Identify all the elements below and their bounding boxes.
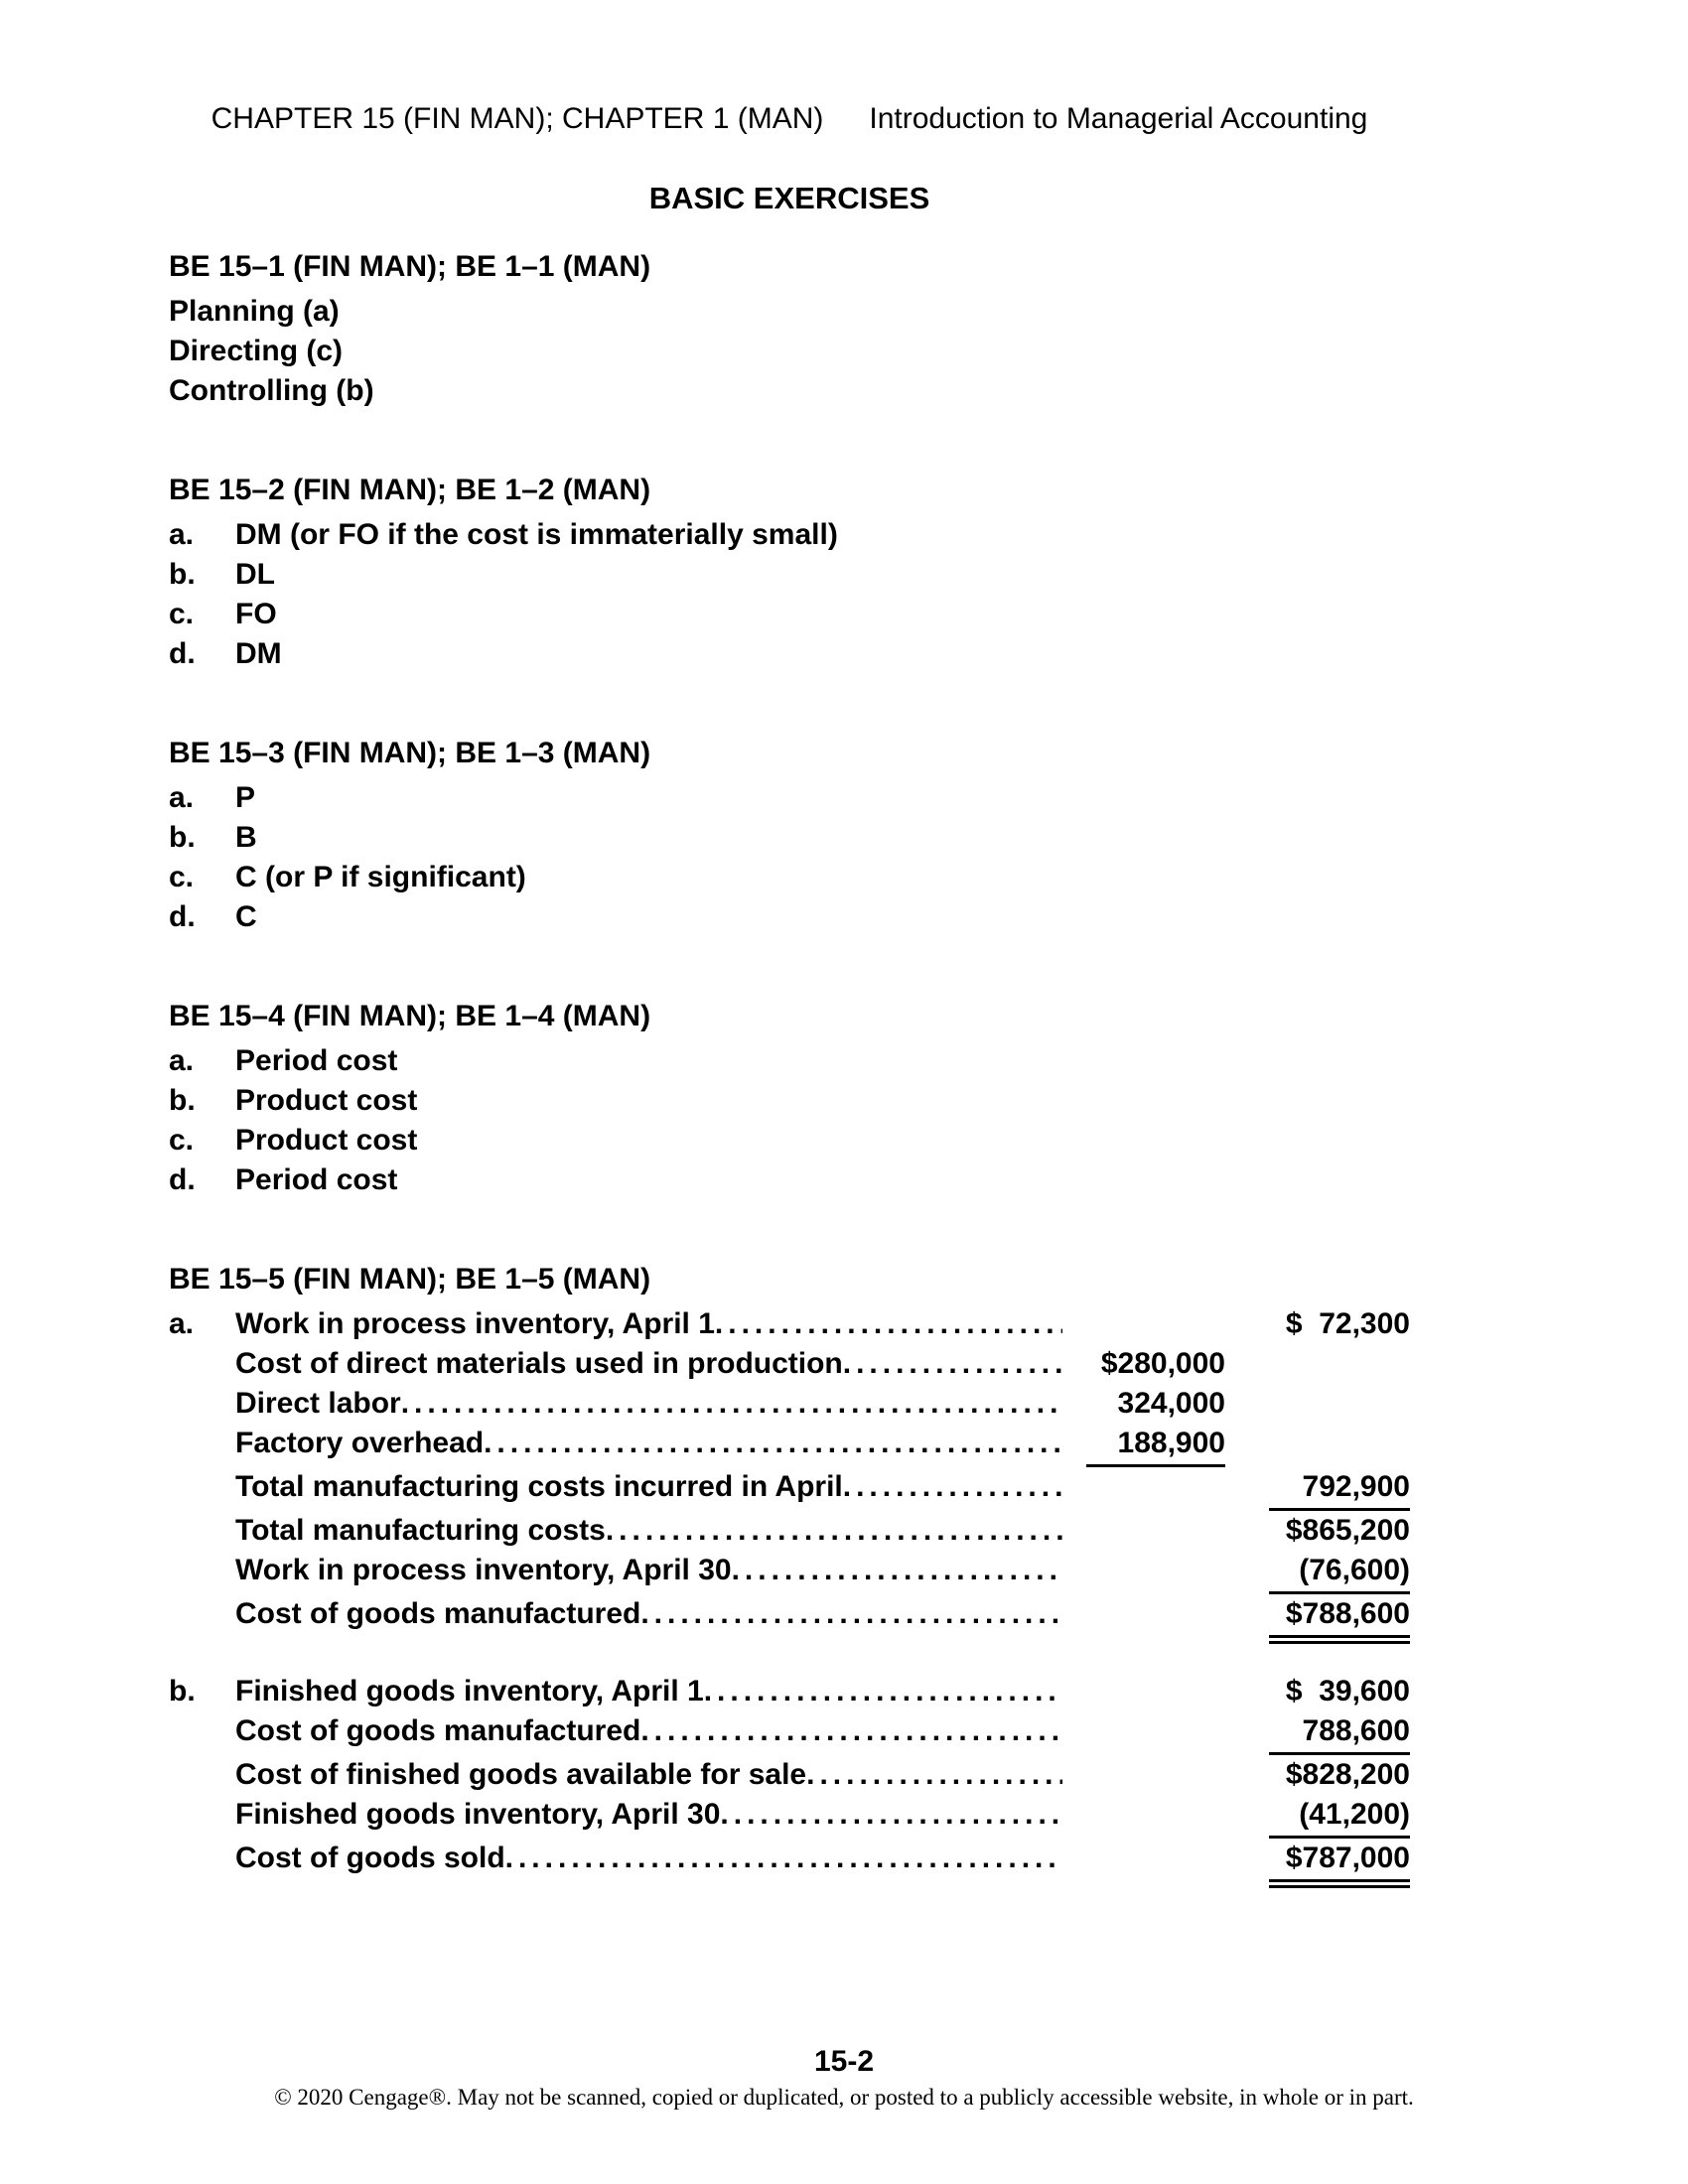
answer-item — [169, 555, 1410, 595]
amount-col2: $ 72,300 — [1285, 1307, 1410, 1340]
schedule-row-label: Cost of finished goods available for sale — [235, 1758, 807, 1791]
item-text: C (or P if significant) — [235, 861, 526, 893]
row-letter: b. — [169, 1675, 196, 1707]
amount-col1: $280,000 — [1100, 1347, 1225, 1380]
item-letter: d. — [169, 900, 196, 933]
amount-col2: $788,600 — [1269, 1594, 1410, 1644]
item-text: B — [235, 821, 257, 854]
schedule-row-label: Factory overhead — [235, 1427, 485, 1459]
page-header — [169, 97, 1410, 141]
schedule-row-label: Total manufacturing costs incurred in April — [235, 1470, 843, 1503]
amount-col2: $787,000 — [1269, 1839, 1410, 1888]
dot-leader — [505, 1839, 1062, 1878]
schedule-row — [169, 1839, 1410, 1888]
dot-leader — [640, 1594, 1062, 1634]
row-letter: a. — [169, 1307, 195, 1340]
answer-item — [169, 1160, 1410, 1200]
item-text: C — [235, 900, 257, 933]
dot-leader — [606, 1511, 1062, 1551]
dot-leader — [640, 1711, 1062, 1751]
item-letter: c. — [169, 598, 195, 630]
item-text: FO — [235, 598, 277, 630]
dot-leader — [720, 1795, 1062, 1835]
item-text: DL — [235, 558, 275, 591]
schedule-row — [169, 1795, 1410, 1839]
dot-leader — [704, 1672, 1062, 1711]
page-title: BASIC EXERCISES — [648, 181, 930, 215]
item-letter: a. — [169, 1044, 195, 1077]
dot-leader — [843, 1344, 1062, 1384]
schedule-row-label: Total manufacturing costs — [235, 1514, 606, 1547]
dot-leader — [715, 1304, 1062, 1344]
amount-col2: (76,600) — [1269, 1551, 1410, 1594]
item-letter: c. — [169, 1124, 195, 1157]
schedule-row-label: Work in process inventory, April 30 — [235, 1554, 732, 1586]
header-chapter: CHAPTER 15 (FIN MAN); CHAPTER 1 (MAN) — [211, 102, 824, 135]
schedule-row — [169, 1594, 1410, 1644]
item-letter: d. — [169, 1163, 196, 1196]
schedule-row-label: Work in process inventory, April 1 — [235, 1307, 715, 1340]
exercise-section-be15-5 — [169, 1260, 1410, 1888]
amount-col1: 188,900 — [1086, 1424, 1225, 1467]
amount-col2: (41,200) — [1269, 1795, 1410, 1839]
schedule-row — [169, 1672, 1410, 1711]
page-footer — [0, 2041, 1688, 2113]
exercise-section-be15-4 — [169, 997, 1410, 1200]
copyright-notice: © 2020 Cengage®. May not be scanned, copied or duplicated, or posted to a publicly accessible website, in whole or in part. — [274, 2085, 1414, 2110]
schedule-row-label: Finished goods inventory, April 30 — [235, 1798, 721, 1831]
schedule-row — [169, 1755, 1410, 1795]
schedule-row-label: Direct labor — [235, 1387, 401, 1420]
dot-leader — [401, 1384, 1062, 1424]
item-letter: d. — [169, 637, 196, 670]
amount-col2: $ 39,600 — [1285, 1675, 1410, 1707]
header-book-title: Introduction to Managerial Accounting — [869, 102, 1368, 135]
answer-line: Planning (a) — [169, 295, 340, 328]
schedule-row-label: Finished goods inventory, April 1 — [235, 1675, 704, 1707]
exercise-heading: BE 15–1 (FIN MAN); BE 1–1 (MAN) — [169, 250, 651, 283]
amount-col1: 324,000 — [1117, 1387, 1225, 1420]
answer-item — [169, 595, 1410, 634]
item-text: P — [235, 781, 256, 814]
item-letter: c. — [169, 861, 195, 893]
item-letter: b. — [169, 558, 196, 591]
answer-item — [169, 818, 1410, 858]
answer-line: Controlling (b) — [169, 374, 374, 407]
item-text: Product cost — [235, 1124, 418, 1157]
page-number: 15-2 — [813, 2045, 875, 2078]
schedule-row — [169, 1551, 1410, 1594]
dot-leader — [843, 1467, 1062, 1507]
answer-item — [169, 778, 1410, 818]
item-letter: a. — [169, 518, 195, 551]
answer-item — [169, 897, 1410, 937]
exercise-section-be15-1 — [169, 247, 1410, 411]
amount-col2: 792,900 — [1269, 1467, 1410, 1511]
item-letter: b. — [169, 821, 196, 854]
schedule-row-label: Cost of goods sold — [235, 1842, 505, 1874]
answer-item — [169, 515, 1410, 555]
answer-item — [169, 634, 1410, 674]
exercise-heading: BE 15–4 (FIN MAN); BE 1–4 (MAN) — [169, 1000, 651, 1032]
schedule-row — [169, 1511, 1410, 1551]
exercise-section-be15-2 — [169, 471, 1410, 674]
schedule-row — [169, 1304, 1410, 1344]
schedule-row — [169, 1344, 1410, 1384]
item-text: Product cost — [235, 1084, 418, 1117]
schedule-row-label: Cost of direct materials used in production — [235, 1347, 843, 1380]
item-text: DM (or FO if the cost is immaterially small) — [235, 518, 838, 551]
schedule-row — [169, 1467, 1410, 1511]
exercise-heading: BE 15–5 (FIN MAN); BE 1–5 (MAN) — [169, 1263, 651, 1296]
item-text: DM — [235, 637, 282, 670]
item-letter: a. — [169, 781, 195, 814]
exercise-heading: BE 15–3 (FIN MAN); BE 1–3 (MAN) — [169, 737, 651, 769]
amount-col2: 788,600 — [1269, 1711, 1410, 1755]
answer-line: Directing (c) — [169, 335, 344, 367]
schedule-row-label: Cost of goods manufactured — [235, 1714, 641, 1747]
amount-col2: $865,200 — [1285, 1514, 1410, 1547]
exercise-section-be15-3 — [169, 734, 1410, 937]
dot-leader — [484, 1424, 1062, 1463]
schedule-row — [169, 1424, 1410, 1467]
answer-item — [169, 1121, 1410, 1160]
dot-leader — [732, 1551, 1062, 1590]
schedule-row — [169, 1384, 1410, 1424]
dot-leader — [806, 1755, 1062, 1795]
exercise-heading: BE 15–2 (FIN MAN); BE 1–2 (MAN) — [169, 474, 651, 506]
item-letter: b. — [169, 1084, 196, 1117]
answer-item — [169, 858, 1410, 897]
schedule-row — [169, 1711, 1410, 1755]
answer-item — [169, 1081, 1410, 1121]
schedule-row-label: Cost of goods manufactured — [235, 1597, 641, 1630]
amount-col2: $828,200 — [1285, 1758, 1410, 1791]
item-text: Period cost — [235, 1163, 398, 1196]
item-text: Period cost — [235, 1044, 398, 1077]
answer-item — [169, 1041, 1410, 1081]
